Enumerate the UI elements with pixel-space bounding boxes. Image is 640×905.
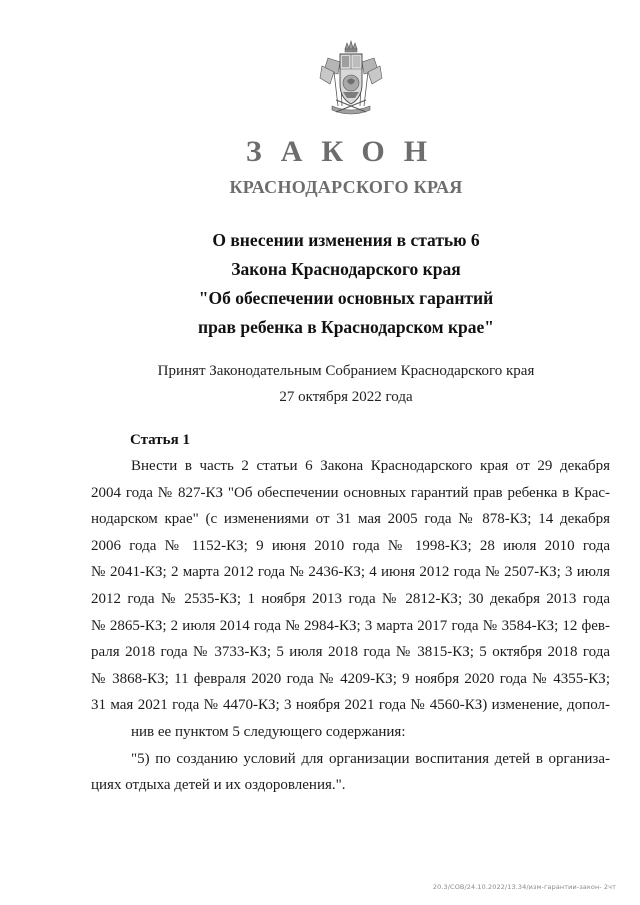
law-title-line: прав ребенка в Краснодарском крае" xyxy=(197,317,494,337)
footer-file-code: 20.3/СОВ/24.10.2022/13.34/изм-гарантии-закон- 2чт xyxy=(432,883,616,891)
body-line: № 3868-КЗ; 11 февраля 2020 года № 4209-КЗ; 9 ноября 2020 года № 4355-КЗ; xyxy=(91,670,610,687)
body-line: 2006 года № 1152-КЗ; 9 июня 2010 года № 1998-КЗ; 28 июля 2010 года xyxy=(91,537,610,554)
body-line: № 2865-КЗ; 2 июля 2014 года № 2984-КЗ; 3 марта 2017 года № 3584-КЗ; 12 фев- xyxy=(91,617,610,634)
law-title xyxy=(0,226,640,342)
body-line: 2012 года № 2535-КЗ; 1 ноября 2013 года № 2812-КЗ; 30 декабря 2013 года xyxy=(91,590,610,607)
body-line: 2004 года № 827-КЗ "Об обеспечении основных гарантий прав ребенка в Крас- xyxy=(91,484,610,501)
body-line: Внести в часть 2 статьи 6 Закона Краснодарского края от 29 декабря xyxy=(131,458,610,474)
coat-of-arms-icon xyxy=(318,40,384,116)
issuer-heading: КРАСНОДАРСКОГО КРАЯ xyxy=(229,177,463,197)
body-line: "5) по созданию условий для организации воспитания детей в организа- xyxy=(131,750,610,767)
body-line: циях отдыха детей и их оздоровления.". xyxy=(91,777,346,794)
law-title-line: Закона Краснодарского края xyxy=(231,259,461,279)
article-heading: Статья 1 xyxy=(130,432,190,448)
law-title-line: О внесении изменения в статью 6 xyxy=(212,230,480,250)
adoption-date: 27 октября 2022 года xyxy=(279,389,413,405)
document-type-heading: ЗАКОН xyxy=(245,135,447,168)
body-line: нив ее пунктом 5 следующего содержания: xyxy=(131,723,406,740)
body-line: 31 мая 2021 года № 4470-КЗ; 3 ноября 2021 года № 4560-КЗ) изменение, допол- xyxy=(91,697,610,714)
body-line: нодарском крае" (с изменениями от 31 мая 2005 года № 878-КЗ; 14 декабря xyxy=(91,511,610,528)
body-line: раля 2018 года № 3733-КЗ; 5 июля 2018 года № 3815-КЗ; 5 октября 2018 года xyxy=(91,644,610,661)
article-body xyxy=(91,453,610,799)
law-title-line: "Об обеспечении основных гарантий xyxy=(198,288,494,308)
adoption-info xyxy=(0,358,640,410)
adoption-body: Принят Законодательным Собранием Краснодарского края xyxy=(157,363,535,379)
body-line: № 2041-КЗ; 2 марта 2012 года № 2436-КЗ; 4 июня 2012 года № 2507-КЗ; 3 июля xyxy=(91,564,610,581)
